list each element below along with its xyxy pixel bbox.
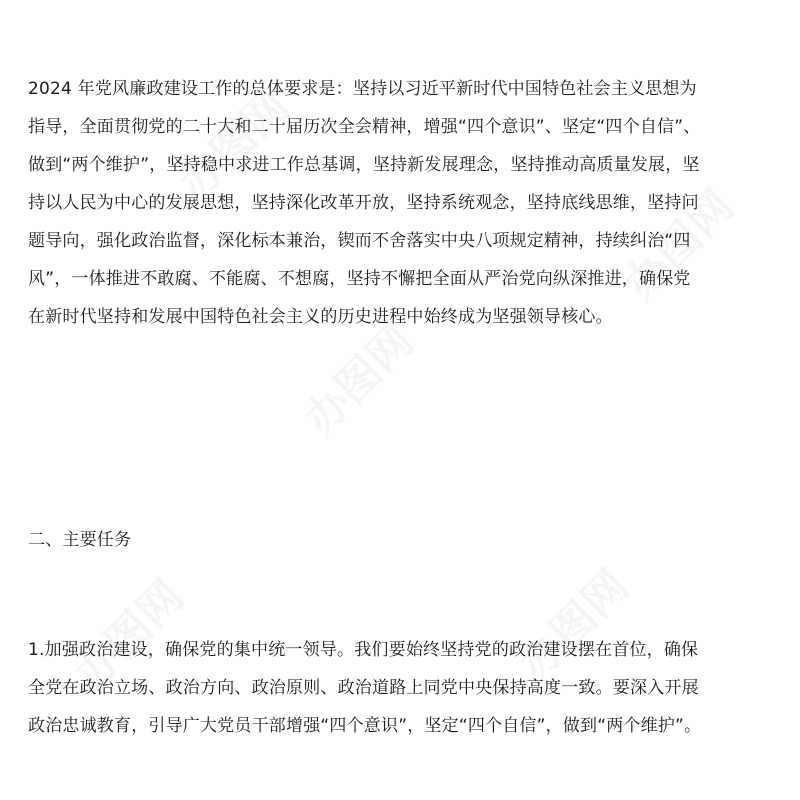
intro-paragraph (28, 70, 776, 336)
watermark: 办图网 (294, 315, 424, 445)
task-1-paragraph (28, 631, 776, 745)
paragraph-line: 持以人民为中心的发展思想，坚持深化改革开放，坚持系统观念，坚持底线思维，坚持问 (28, 193, 699, 213)
paragraph-line: 2024 年党风廉政建设工作的总体要求是：坚持以习近平新时代中国特色社会主义思想为 (28, 79, 697, 99)
watermark: 办图网 (64, 570, 194, 700)
paragraph-line: 风”，一体推进不敢腐、不能腐、不想腐，坚持不懈把全面从严治党向纵深推进，确保党 (28, 269, 691, 289)
paragraph-line: 1.加强政治建设，确保党的集中统一领导。我们要始终坚持党的政治建设摆在首位，确保 (28, 640, 699, 660)
watermark: 办图网 (509, 560, 639, 690)
watermark: 办图网 (169, 80, 299, 210)
paragraph-line: 做到“两个维护”，坚持稳中求进工作总基调，坚持新发展理念，坚持推动高质量发展，坚 (28, 155, 700, 175)
paragraph-line: 全党在政治立场、政治方向、政治原则、政治道路上同党中央保持高度一致。要深入开展 (28, 678, 699, 698)
paragraph-line: 题导向，强化政治监督，深化标本兼治，锲而不舍落实中央八项规定精神，持续纠治“四 (28, 231, 691, 251)
paragraph-line: 政治忠诚教育，引导广大党员干部增强“四个意识”，坚定“四个自信”，做到“两个维护”。 (28, 716, 702, 736)
paragraph-line: 指导，全面贯彻党的二十大和二十届历次全会精神，增强“四个意识”、坚定“四个自信”、 (28, 117, 701, 137)
paragraph-line: 在新时代坚持和发展中国特色社会主义的历史进程中始终成为坚强领导核心。 (28, 307, 613, 327)
watermark: 办图网 (614, 180, 744, 310)
section-heading-text: 二、主要任务 (28, 530, 132, 550)
section-heading (28, 521, 776, 559)
